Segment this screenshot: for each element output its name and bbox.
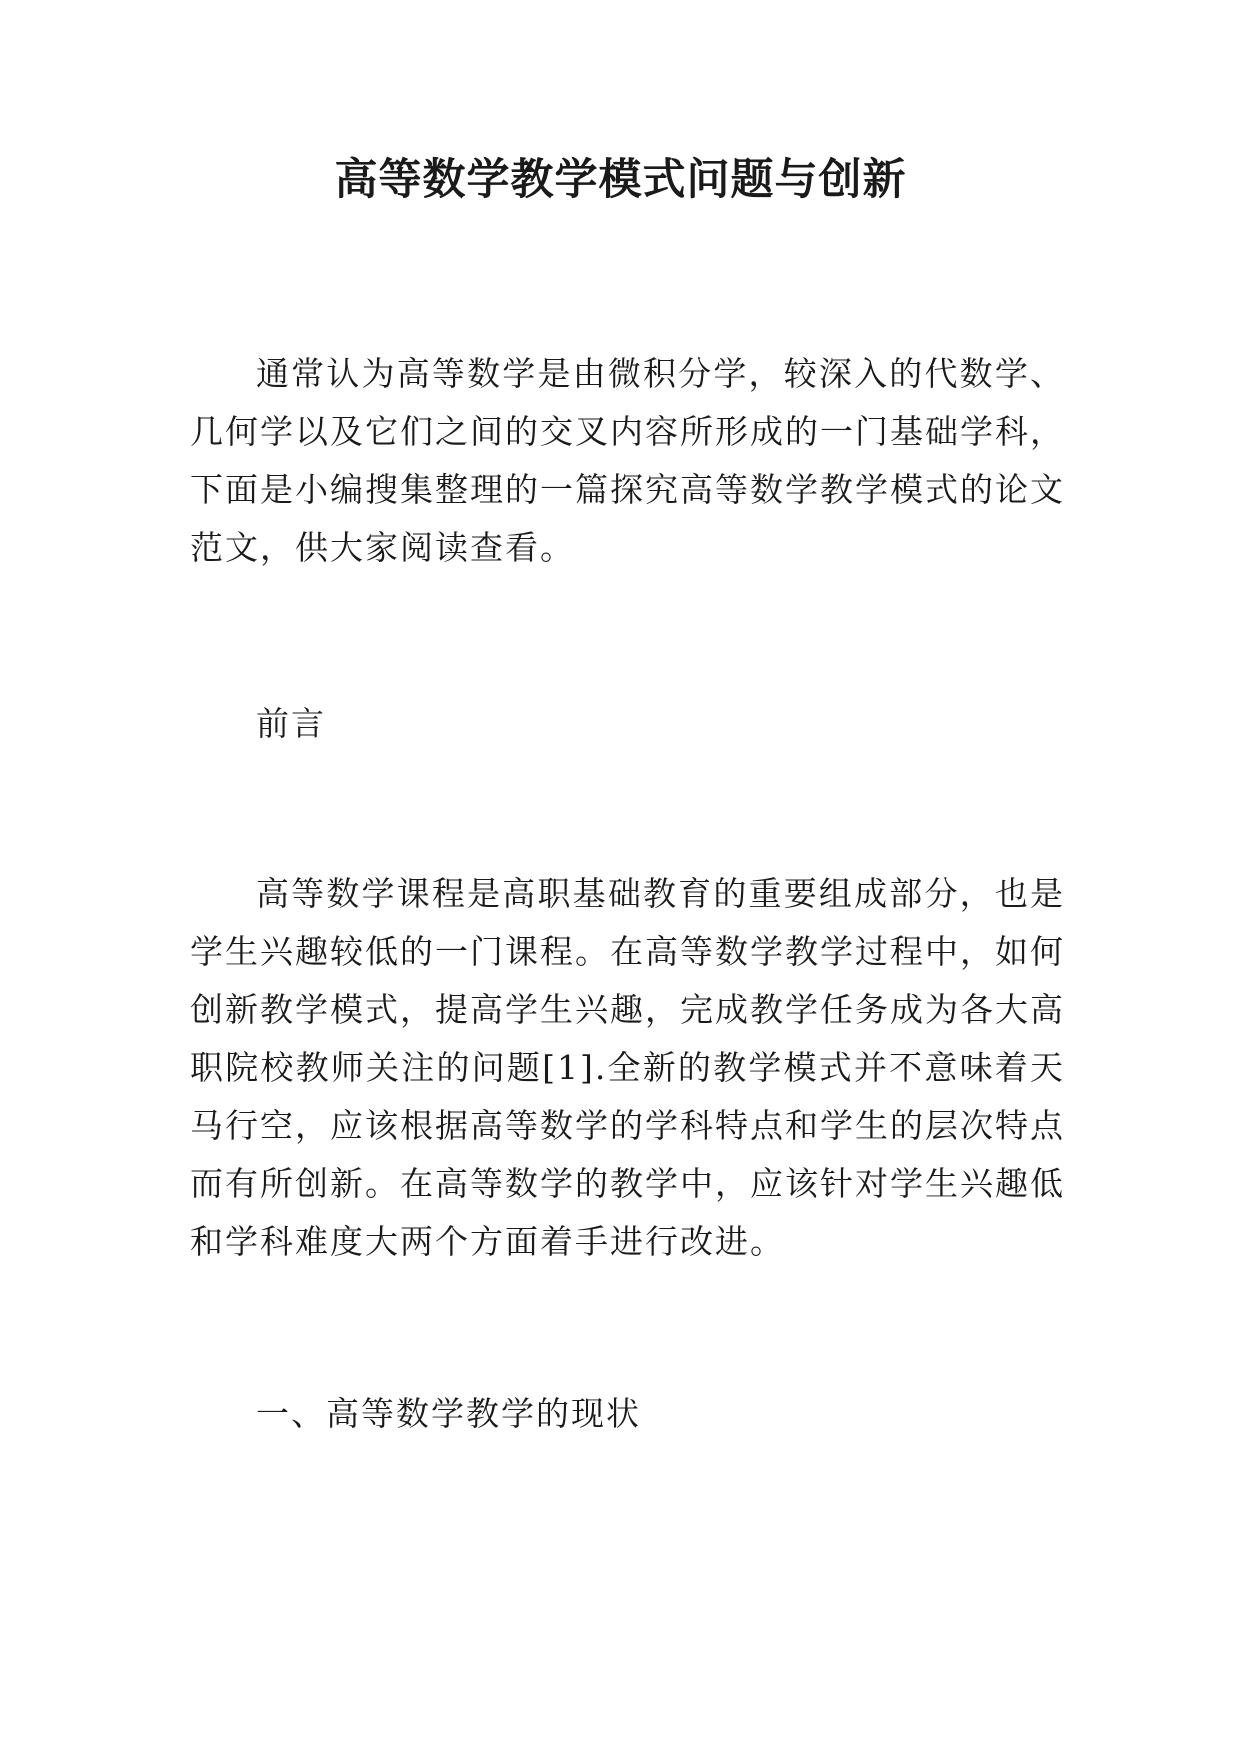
intro-paragraph: 通常认为高等数学是由微积分学，较深入的代数学、几何学以及它们之间的交叉内容所形成的一门基础学科，下面是小编搜集整理的一篇探究高等数学教学模式的论文范文，供大家阅读查看。: [190, 354, 1065, 567]
preface-paragraph: 高等数学课程是高职基础教育的重要组成部分，也是学生兴趣较低的一门课程。在高等数学教学过程中，如何创新教学模式，提高学生兴趣，完成教学任务成为各大高职院校教师关注的问题[1].全新的教学模式并不意味着天马行空，应该根据高等数学的学科特点和学生的层次特点而有所创新。在高等数学的教学中，应该针对学生兴趣低和学科难度大两个方面着手进行改进。: [190, 874, 1065, 1261]
document-title: 高等数学教学模式问题与创新: [334, 155, 907, 205]
section-heading-status: 一、高等数学教学的现状: [256, 1394, 641, 1433]
preface-heading: 前言: [256, 704, 326, 743]
